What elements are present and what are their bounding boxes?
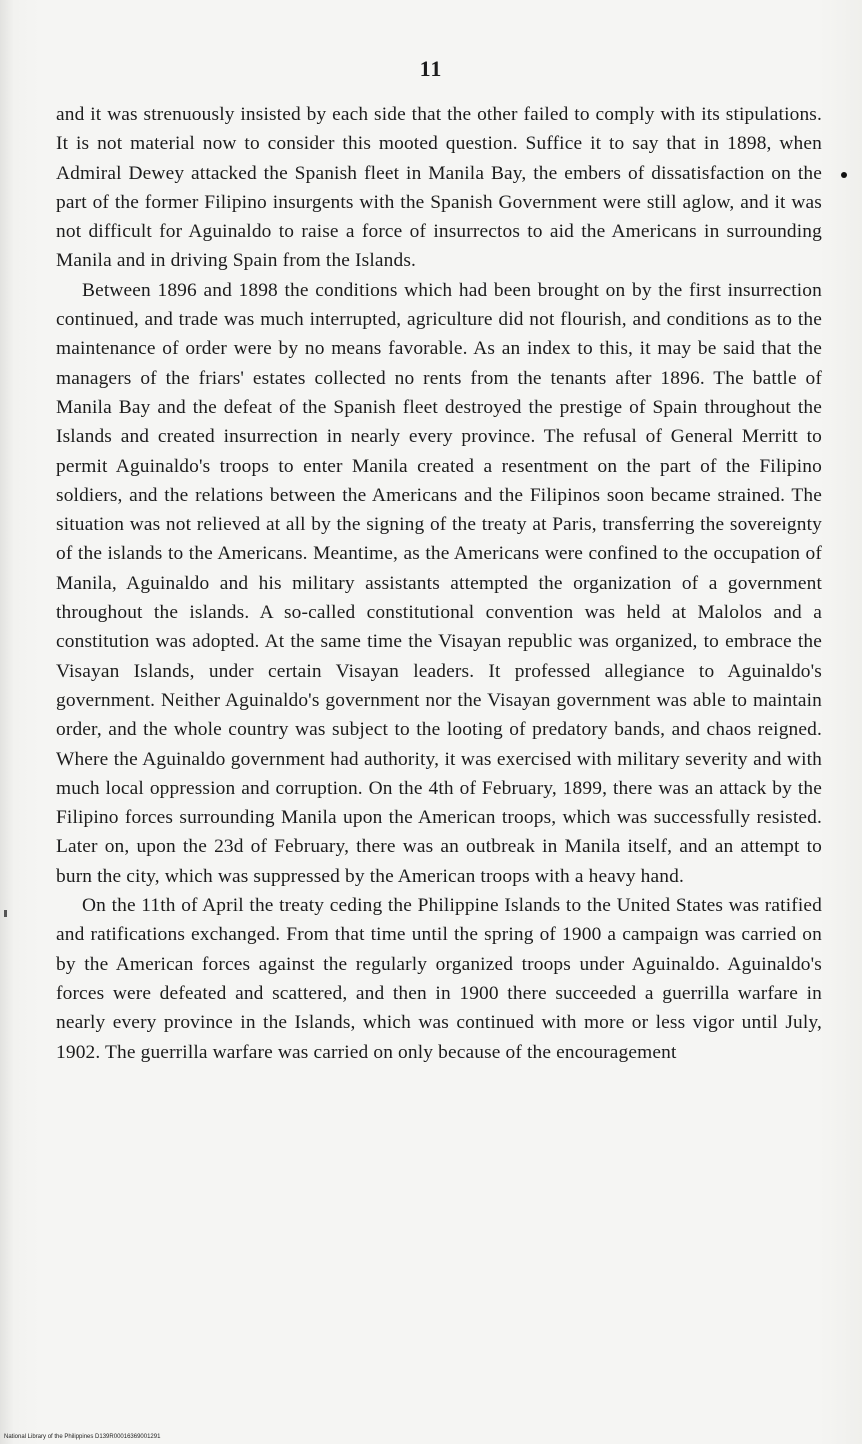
body-text [56, 100, 822, 1067]
page-number: 11 [419, 56, 443, 81]
paragraph-2: Between 1896 and 1898 the conditions which had been brought on by the first insurrection continued, and trade was much interrupted, agriculture did not flourish, and conditions as to the maintenance of order were by no means favorable. As an index to this, it may be said that the managers of the friars' estates collected no rents from the tenants after 1896. The battle of Manila Bay and the defeat of the Spanish fleet destroyed the prestige of Spain throughout the Islands and created insurrection in nearly every province. The refusal of General Merritt to permit Aguinaldo's troops to enter Manila created a resentment on the part of the Filipino soldiers, and the relations between the Americans and the Filipinos soon became strained. The situation was not relieved at all by the signing of the treaty at Paris, transferring the sovereignty of the islands to the Americans. Meantime, as the Americans were confined to the occupation of Manila, Aguinaldo and his military assistants attempted the organization of a government throughout the islands. A so-called constitutional convention was held at Malolos and a constitution was adopted. At the same time the Visayan republic was organized, to embrace the Visayan Islands, under certain Visayan leaders. It professed allegiance to Aguinaldo's government. Neither Aguinaldo's government nor the Visayan government was able to maintain order, and the whole country was subject to the looting of predatory bands, and chaos reigned. Where the Aguinaldo government had authority, it was exercised with military severity and with much local oppression and corruption. On the 4th of February, 1899, there was an attack by the Filipino forces surrounding Manila upon the American troops, which was successfully resisted. Later on, upon the 23d of February, there was an outbreak in Manila itself, and an attempt to burn the city, which was suppressed by the American troops with a heavy hand. [56, 279, 822, 887]
paragraph-1: and it was strenuously insisted by each side that the other failed to comply with its stipulations. It is not material now to consider this mooted question. Suffice it to say that in 1898, when Admiral Dewey attacked the Spanish fleet in Manila Bay, the embers of dissatisfaction on the part of the former Filipino insurgents with the Spanish Government were still aglow, and it was not difficult for Aguinaldo to raise a force of insurrectos to aid the Americans in surrounding Manila and in driving Spain from the Islands. [56, 104, 822, 272]
margin-mark-left [4, 910, 7, 917]
margin-mark-dot [841, 172, 847, 178]
paragraph-3: On the 11th of April the treaty ceding the Philippine Islands to the United States was ratified and ratifications exchanged. From that time until the spring of 1900 a campaign was carried on by the American forces against the regularly organized troops under Aguinaldo. Aguinaldo's forces were defeated and scattered, and then in 1900 there succeeded a guerrilla warfare in nearly every province in the Islands, which was continued with more or less vigor until July, 1902. The guerrilla warfare was carried on only because of the encouragement [56, 895, 822, 1063]
scan-footer-caption: National Library of the Philippines D139R00016369001291 [4, 1434, 161, 1440]
